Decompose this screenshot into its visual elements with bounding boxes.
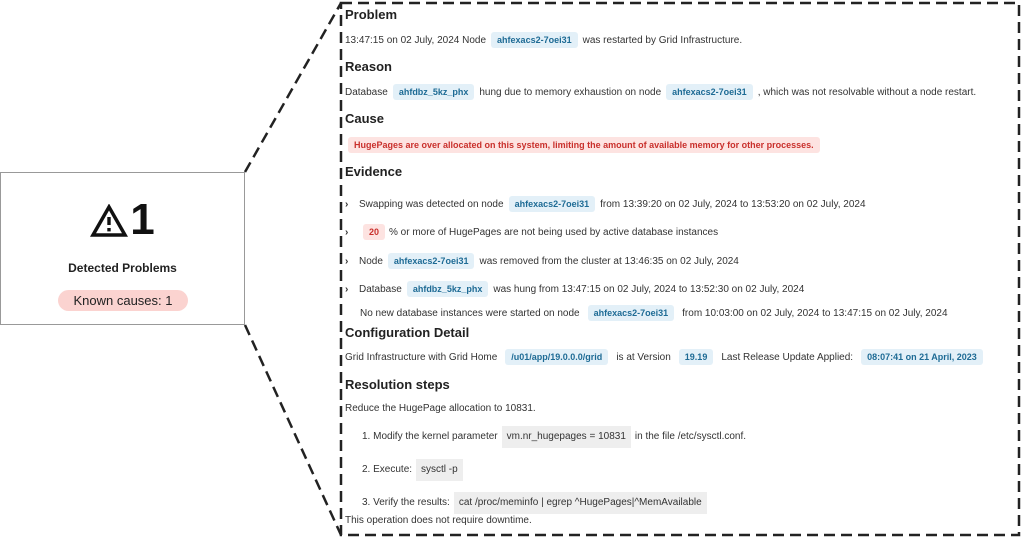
code-snippet[interactable]: vm.nr_hugepages = 10831 (502, 426, 631, 448)
grid-home-tag: /u01/app/19.0.0.0/grid (505, 349, 608, 365)
card-title: Detected Problems (68, 261, 177, 275)
code-snippet[interactable]: sysctl -p (416, 459, 463, 481)
evidence-item[interactable]: › Swapping was detected on node ahfexacs2-7oei31 from 13:39:20 on 02 July, 2024 to 13:53:20 on 02 July, 2024 (345, 196, 866, 212)
reason-heading: Reason (345, 59, 392, 74)
warning-icon (90, 204, 128, 238)
resolution-intro: Reduce the HugePage allocation to 10831. (345, 403, 536, 414)
node-tag[interactable]: ahfexacs2-7oei31 (509, 196, 596, 212)
problem-heading: Problem (345, 7, 398, 22)
evidence-heading: Evidence (345, 164, 403, 179)
config-heading: Configuration Detail (345, 325, 470, 340)
chevron-right-icon[interactable]: › (345, 199, 349, 210)
node-tag[interactable]: ahfexacs2-7oei31 (588, 305, 675, 321)
evidence-item[interactable]: › Node ahfexacs2-7oei31 was removed from the cluster at 13:46:35 on 02 July, 2024 (345, 253, 739, 269)
problem-count: 1 (1, 195, 244, 245)
chevron-right-icon[interactable]: › (345, 256, 349, 267)
known-causes-badge: Known causes: 1 (58, 290, 188, 311)
chevron-right-icon[interactable]: › (345, 227, 349, 238)
version-tag: 19.19 (679, 349, 714, 365)
detected-problems-card[interactable] (0, 172, 245, 325)
cause-heading: Cause (345, 111, 385, 126)
release-update-tag: 08:07:41 on 21 April, 2023 (861, 349, 983, 365)
evidence-item[interactable]: › 20 % or more of HugePages are not being used by active database instances (345, 224, 718, 240)
node-tag[interactable]: ahfexacs2-7oei31 (388, 253, 475, 269)
reason-text: Database ahfdbz_5kz_phx hung due to memory exhaustion on node ahfexacs2-7oei31 , which was not resolvable without a node restart. (345, 84, 976, 100)
resolution-heading: Resolution steps (345, 377, 450, 392)
problem-text: 13:47:15 on 02 July, 2024 Node ahfexacs2-7oei31 was restarted by Grid Infrastructure. (345, 32, 742, 48)
percent-badge: 20 (363, 224, 385, 240)
resolution-step: 2. Execute: sysctl -p (362, 459, 467, 481)
resolution-step: 3. Verify the results: cat /proc/meminfo | egrep ^HugePages|^MemAvailable (362, 492, 711, 514)
evidence-item: No new database instances were started on node ahfexacs2-7oei31 from 10:03:00 on 02 July, 2024 to 13:47:15 on 02 July, 2024 (360, 305, 948, 321)
resolution-footer: This operation does not require downtime. (345, 515, 532, 526)
resolution-step: 1. Modify the kernel parameter vm.nr_hugepages = 10831 in the file /etc/sysctl.conf. (362, 426, 746, 448)
code-snippet[interactable]: cat /proc/meminfo | egrep ^HugePages|^MemAvailable (454, 492, 707, 514)
evidence-item[interactable]: › Database ahfdbz_5kz_phx was hung from 13:47:15 on 02 July, 2024 to 13:52:30 on 02 July, 2024 (345, 281, 804, 297)
chevron-right-icon[interactable]: › (345, 284, 349, 295)
config-text: Grid Infrastructure with Grid Home /u01/app/19.0.0.0/grid is at Version 19.19 Last Release Update Applied: 08:07:41 on 21 April, 2023 (345, 349, 991, 365)
node-tag[interactable]: ahfexacs2-7oei31 (491, 32, 578, 48)
database-tag[interactable]: ahfdbz_5kz_phx (393, 84, 475, 100)
node-tag[interactable]: ahfexacs2-7oei31 (666, 84, 753, 100)
database-tag[interactable]: ahfdbz_5kz_phx (407, 281, 489, 297)
cause-text: HugePages are over allocated on this system, limiting the amount of available memory for other processes. (348, 137, 820, 153)
